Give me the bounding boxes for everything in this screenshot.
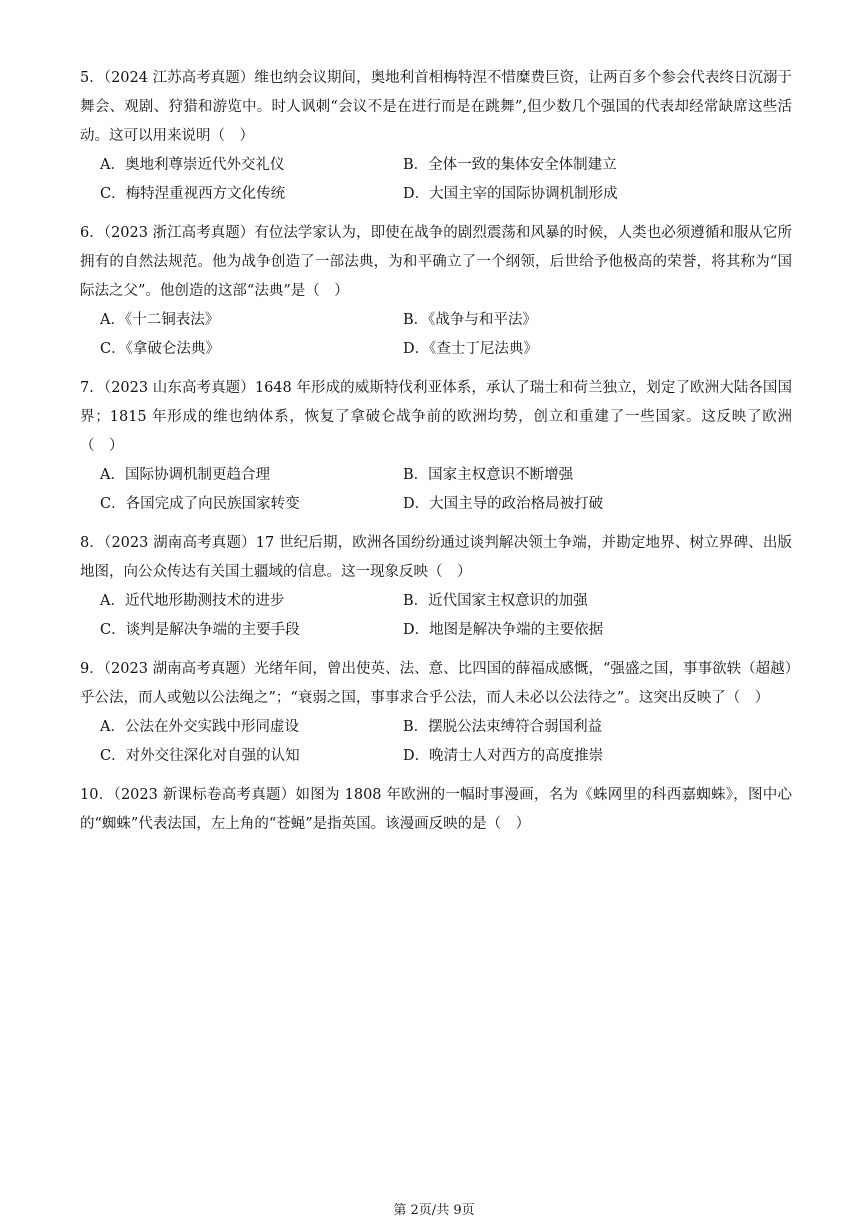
- question-8: [80, 529, 792, 645]
- question-stem: 9．（2023 湖南高考真题）光绪年间，曾出使英、法、意、比四国的薛福成感慨，“强盛之国，事事欲轶（超越）乎公法，而人或勉以公法绳之”；“衰弱之国，事事求合乎公法，而人未必以公法待之”。这突出反映了（ ）: [80, 661, 792, 706]
- option-a: A．近代地形勘测技术的进步: [100, 593, 285, 609]
- option-grid: [80, 587, 792, 645]
- question-10: [80, 781, 792, 839]
- page-number: 第 2页/共 9页: [393, 1203, 475, 1218]
- option-a: A．奥地利尊崇近代外交礼仪: [100, 157, 285, 173]
- question-6: [80, 219, 792, 364]
- option-b: B．《战争与和平法》: [403, 312, 537, 328]
- question-7: [80, 374, 792, 519]
- option-d: D．晚清士人对西方的高度推崇: [403, 748, 604, 764]
- option-c: C．《拿破仑法典》: [100, 341, 220, 357]
- option-grid: [80, 461, 792, 519]
- question-list: [80, 64, 792, 849]
- question-5: [80, 64, 792, 209]
- option-grid: [80, 151, 792, 209]
- option-d: D．地图是解决争端的主要依据: [403, 622, 604, 638]
- option-d: D．大国主导的政治格局被打破: [403, 496, 604, 512]
- option-d: D．大国主宰的国际协调机制形成: [403, 186, 618, 202]
- option-grid: [80, 306, 792, 364]
- option-b: B．国家主权意识不断增强: [403, 467, 574, 483]
- option-a: A．国际协调机制更趋合理: [100, 467, 270, 483]
- question-stem: 8．（2023 湖南高考真题）17 世纪后期，欧洲各国纷纷通过谈判解决领土争端，并勘定地界、树立界碑、出版地图，向公众传达有关国土疆域的信息。这一现象反映（ ）: [80, 535, 792, 580]
- option-c: C．对外交往深化对自强的认知: [100, 748, 300, 764]
- option-d: D．《查士丁尼法典》: [403, 341, 538, 357]
- option-c: C．各国完成了向民族国家转变: [100, 496, 300, 512]
- question-9: [80, 655, 792, 771]
- option-c: C．谈判是解决争端的主要手段: [100, 622, 300, 638]
- question-stem: 6．（2023 浙江高考真题）有位法学家认为，即使在战争的剧烈震荡和风暴的时候，人类也必须遵循和服从它所拥有的自然法规范。他为战争创造了一部法典，为和平确立了一个纲领，后世给予他极高的荣誉，将其称为“国际法之父”。他创造的这部“法典”是（ ）: [80, 225, 792, 299]
- option-grid: [80, 713, 792, 771]
- question-stem: 7．（2023 山东高考真题）1648 年形成的威斯特伐利亚体系，承认了瑞士和荷兰独立，划定了欧洲大陆各国国界；1815 年形成的维也纳体系，恢复了拿破仑战争前的欧洲均势，创立和重建了一些国家。这反映了欧洲（ ）: [80, 380, 792, 454]
- option-c: C．梅特涅重视西方文化传统: [100, 186, 286, 202]
- option-b: B．摆脱公法束缚符合弱国利益: [403, 719, 603, 735]
- option-b: B．近代国家主权意识的加强: [403, 593, 588, 609]
- option-a: A．公法在外交实践中形同虚设: [100, 719, 299, 735]
- question-stem: 10．（2023 新课标卷高考真题）如图为 1808 年欧洲的一幅时事漫画，名为《蛛网里的科西嘉蜘蛛》，图中心的“蜘蛛”代表法国，左上角的“苍蝇”是指英国。该漫画反映的是（ ）: [80, 787, 792, 832]
- option-b: B．全体一致的集体安全体制建立: [403, 157, 617, 173]
- question-stem: 5．（2024 江苏高考真题）维也纳会议期间，奥地利首相梅特涅不惜糜费巨资，让两百多个参会代表终日沉溺于舞会、观剧、狩猎和游览中。时人讽刺“会议不是在进行而是在跳舞”,但少数几个强国的代表却经常缺席这些活动。这可以用来说明（ ）: [80, 70, 792, 144]
- option-a: A．《十二铜表法》: [100, 312, 220, 328]
